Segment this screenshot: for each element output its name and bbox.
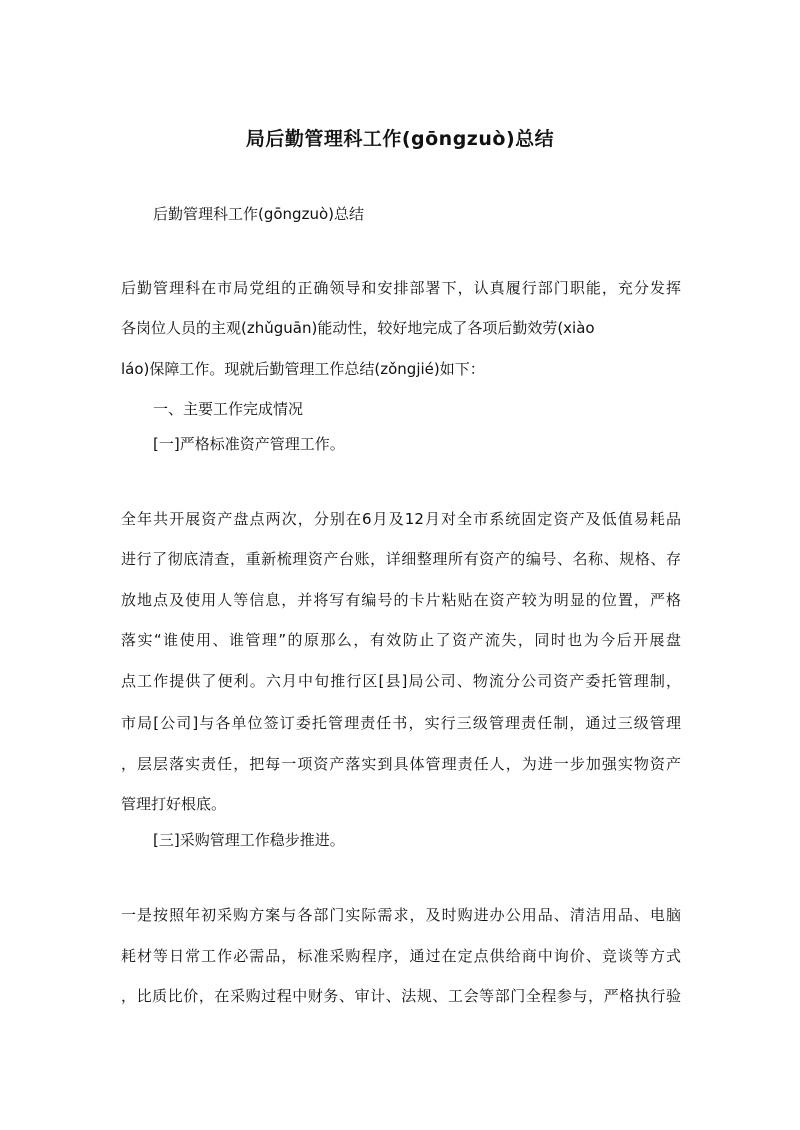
paragraph-line: 落实“谁使用、谁管理”的原那么，有效防止了资产流失，同时也为今后开展盘	[121, 631, 681, 649]
paragraph-line: 进行了彻底清查，重新梳理资产台账，详细整理所有资产的编号、名称、规格、存	[121, 550, 681, 568]
paragraph-line: 管理打好根底。	[121, 795, 227, 813]
section-heading: 一、主要工作完成情况	[153, 400, 304, 418]
paragraph-line: láo)保障工作。现就后勤管理工作总结(zǒngjié)如下：	[121, 360, 485, 378]
paragraph-line: 各岗位人员的主观(zhǔguān)能动性，较好地完成了各项后勤效劳(xiào	[121, 319, 595, 337]
paragraph-line: 耗材等日常工作必需品，标准采购程序，通过在定点供给商中询价、竞谈等方式	[121, 947, 681, 965]
paragraph-line: 市局[公司]与各单位签订委托管理责任书，实行三级管理责任制，通过三级管理	[121, 714, 681, 732]
paragraph-line: 全年共开展资产盘点两次，分别在6月及12月对全市系统固定资产及低值易耗品	[121, 510, 681, 528]
paragraph-line: ，比质比价，在采购过程中财务、审计、法规、工会等部门全程参与，严格执行验	[121, 987, 681, 1005]
paragraph-line: 点工作提供了便利。六月中旬推行区[县]局公司、物流分公司资产委托管理制，	[121, 672, 681, 690]
subsection-heading: [三]采购管理工作稳步推进。	[153, 831, 345, 849]
subsection-heading: [一]严格标准资产管理工作。	[153, 435, 345, 453]
paragraph-line: 后勤管理科在市局党组的正确领导和安排部署下，认真履行部门职能，充分发挥	[121, 279, 681, 297]
paragraph-line: 放地点及使用人等信息，并将写有编号的卡片粘贴在资产较为明显的位置，严格	[121, 591, 681, 609]
paragraph-line: ，层层落实责任，把每一项资产落实到具体管理责任人，为进一步加强实物资产	[121, 755, 681, 773]
paragraph-line: 一是按照年初采购方案与各部门实际需求，及时购进办公用品、清洁用品、电脑	[121, 906, 681, 924]
document-title: 局后勤管理科工作(gōngzuò)总结	[245, 128, 555, 150]
document-subtitle: 后勤管理科工作(gōngzuò)总结	[153, 205, 364, 223]
